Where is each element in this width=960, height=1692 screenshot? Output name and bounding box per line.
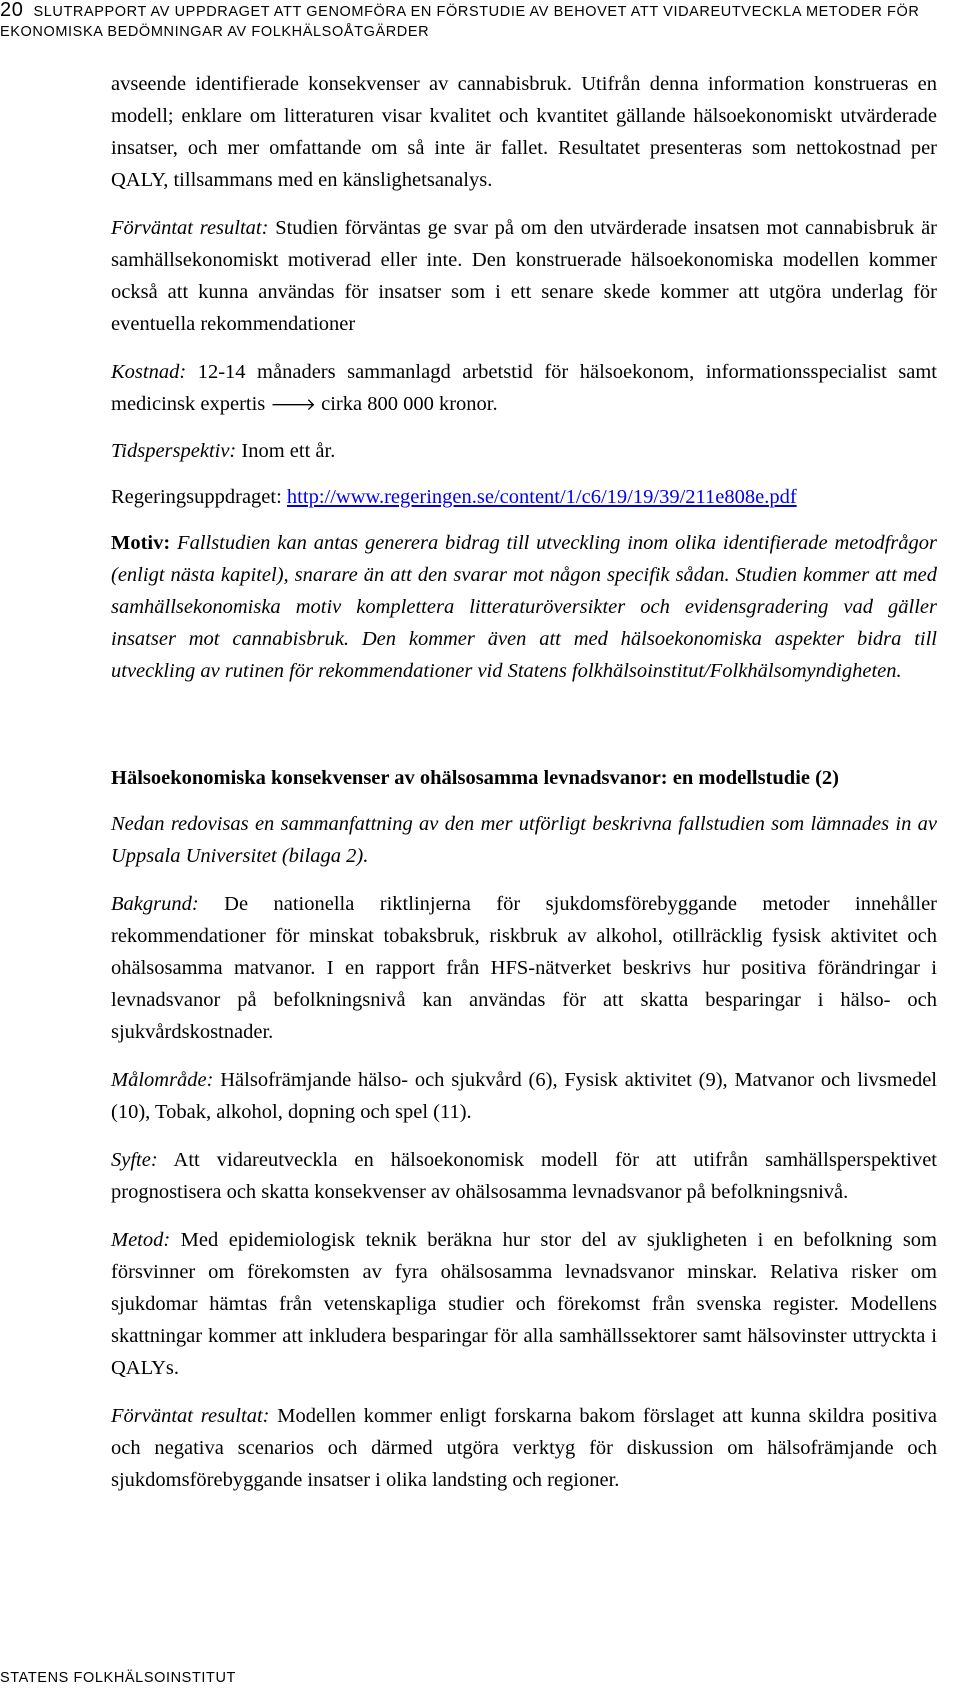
running-title-line1 [0, 0, 960, 22]
section-heading: Hälsoekonomiska konsekvenser av ohälsosamma levnadsvanor: en modellstudie (2) [111, 767, 840, 789]
running-title-text: SLUTRAPPORT AV UPPDRAGET ATT GENOMFÖRA EN FÖRSTUDIE AV BEHOVET ATT VIDAREUTVECKLA METODER FÖR [33, 4, 920, 20]
paragraph-time-perspective [111, 435, 937, 467]
paragraph-method [111, 1224, 937, 1384]
page-header [0, 0, 960, 42]
label-cost: Kostnad: [111, 361, 187, 383]
label-motive: Motiv: [111, 532, 171, 554]
label-background: Bakgrund: [111, 893, 199, 915]
document-body [111, 68, 937, 1496]
government-assignment-link[interactable]: http://www.regeringen.se/content/1/c6/19/19/39/211e808e.pdf [286, 486, 797, 508]
label-target-area: Målområde: [111, 1069, 214, 1091]
label-government-assignment: Regeringsuppdraget: [111, 486, 287, 508]
page-number: 20 [0, 0, 24, 21]
label-purpose: Syfte: [111, 1149, 158, 1171]
running-title-line2: EKONOMISKA BEDÖMNINGAR AV FOLKHÄLSOÅTGÄRDER [0, 24, 430, 40]
text-purpose: Att vidareutveckla en hälsoekonomisk modell för att utifrån samhällsperspektivet prognostisera och skatta konsekvenser av ohälsosamma levnadsvanor på befolkningsnivå. [111, 1149, 937, 1203]
paragraph-intro: Nedan redovisas en sammanfattning av den mer utförligt beskrivna fallstudien som lämnades in av Uppsala Universitet (bilaga 2). [111, 813, 937, 867]
text-expected-result: Studien förväntas ge svar på om den utvärderade insatsen mot cannabisbruk är samhällsekonomiskt motiverad eller inte. Den konstruerade hälsoekonomiska modellen kommer också att kunna användas för insatser som i ett senare skede kommer att utgöra underlag för eventuella rekommendationer [111, 217, 937, 335]
paragraph-method-continuation: avseende identifierade konsekvenser av cannabisbruk. Utifrån denna information konstrueras en modell; enklare om litteraturen visar kvalitet och kvantitet gällande hälsoekonomiskt utvärderade insatser, och mer omfattande om så inte är fallet. Resultatet presenteras som nettokostnad per QALY, tillsammans med en känslighetsanalys. [111, 73, 937, 191]
text-method: Med epidemiologisk teknik beräkna hur stor del av sjukligheten i en befolkning som försvinner om förekomsten av fyra ohälsosamma levnadsvanor minskar. Relativa risker om sjukdomar hämtas från vetenskapliga studier och förekomst från svenska register. Modellens skattningar kommer att inkludera besparingar för alla samhällssektorer samt hälsovinster uttryckta i QALYs. [111, 1229, 937, 1379]
paragraph-target-area [111, 1064, 937, 1128]
label-method: Metod: [111, 1229, 171, 1251]
paragraph-government-assignment [111, 481, 937, 513]
paragraph-motive [111, 527, 937, 687]
text-cost: 12-14 månaders sammanlagd arbetstid för hälsoekonom, informationsspecialist samt medicinsk expertis [111, 361, 937, 415]
text-cost-amount: cirka 800 000 kronor. [316, 393, 498, 415]
label-expected-result-2: Förväntat resultat: [111, 1405, 270, 1427]
paragraph-cost [111, 356, 937, 421]
label-expected-result: Förväntat resultat: [111, 217, 269, 239]
paragraph-expected-result [111, 212, 937, 340]
text-time-perspective: Inom ett år. [236, 440, 336, 462]
page-footer: STATENS FOLKHÄLSOINSTITUT [0, 1670, 237, 1686]
text-target-area: Hälsofrämjande hälso- och sjukvård (6), Fysisk aktivitet (9), Matvanor och livsmedel (10), Tobak, alkohol, dopning och spel (11). [111, 1069, 937, 1123]
paragraph-expected-result-2 [111, 1400, 937, 1496]
text-motive: Fallstudien kan antas generera bidrag till utveckling inom olika identifierade metodfrågor (enligt nästa kapitel), snarare än att den svarar mot någon specifik sådan. Studien kommer att med samhällsekonomiska motiv komplettera litteraturöversikter och evidensgradering vad gäller insatser mot cannabisbruk. Den kommer även att med hälsoekonomiska aspekter bidra till utveckling av rutinen för rekommendationer vid Statens folkhälsoinstitut/Folkhälsomyndigheten. [111, 532, 937, 682]
paragraph-purpose [111, 1144, 937, 1208]
paragraph-background [111, 888, 937, 1048]
text-expected-result-2: Modellen kommer enligt forskarna bakom förslaget att kunna skildra positiva och negativa scenarios och därmed utgöra verktyg för diskussion om hälsofrämjande och sjukdomsförebyggande insatser i olika landsting och regioner. [111, 1405, 937, 1491]
arrow-right-icon: 🡒 [270, 395, 316, 415]
label-time-perspective: Tidsperspektiv: [111, 440, 237, 462]
text-background: De nationella riktlinjerna för sjukdomsförebyggande metoder innehåller rekommendationer för minskat tobaksbruk, riskbruk av alkohol, otillräcklig fysisk aktivitet och ohälsosamma matvanor. I en rapport från HFS-nätverket beskrivs hur positiva förändringar i levnadsvanor på befolkningsnivå kan användas för att skatta besparingar i hälso- och sjukvårdskostnader. [111, 893, 937, 1043]
